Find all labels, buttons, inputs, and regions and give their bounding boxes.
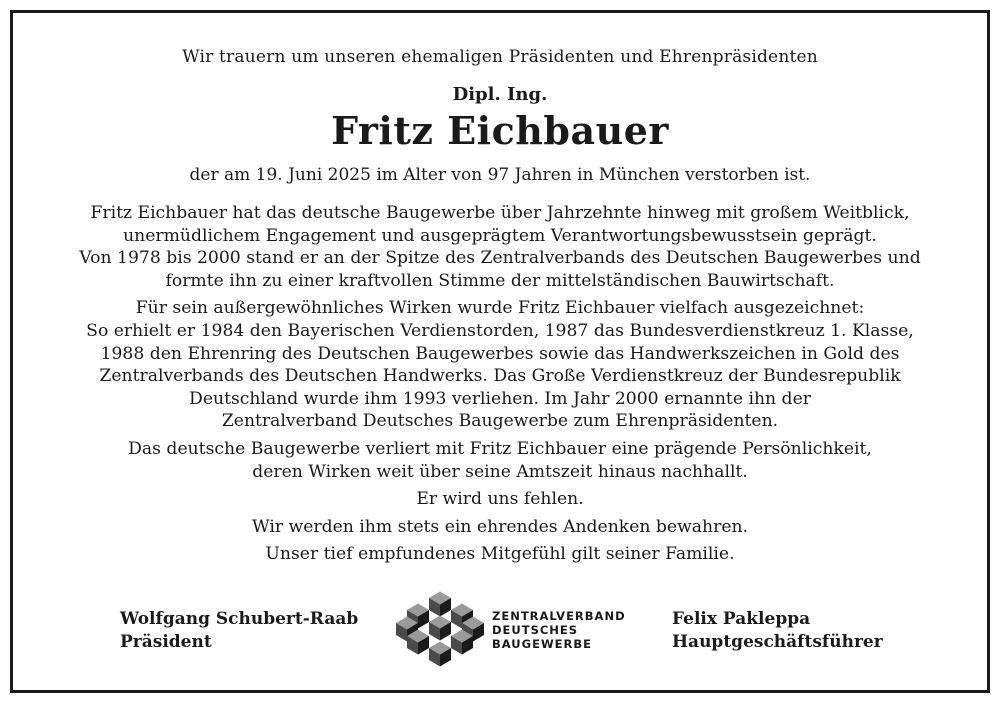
tribute-paragraph xyxy=(0,297,1000,433)
intro-line: Wir trauern um unseren ehemaligen Präsidenten und Ehrenpräsidenten xyxy=(182,47,818,67)
tribute-line: Für sein außergewöhnliches Wirken wurde Fritz Eichbauer vielfach ausgezeichnet: xyxy=(135,298,865,319)
tribute-line: Von 1978 bis 2000 stand er an der Spitze des Zentralverbands des Deutschen Baugewerbes und xyxy=(79,248,921,269)
signatory-title: Hauptgeschäftsführer xyxy=(672,632,883,652)
organization-wordmark xyxy=(492,609,626,651)
tribute-line: Er wird uns fehlen. xyxy=(416,489,584,510)
tribute-line: Zentralverbands des Deutschen Handwerks. Das Große Verdienstkreuz der Bundesrepublik xyxy=(99,366,901,387)
tribute-line: Deutschland wurde ihm 1993 verliehen. Im Jahr 2000 ernannte ihn der xyxy=(189,388,811,409)
wordmark-line: DEUTSCHES xyxy=(492,623,579,637)
tribute-paragraph xyxy=(0,516,1000,539)
signatory-title: Präsident xyxy=(120,632,212,652)
tribute-paragraph xyxy=(0,543,1000,566)
signatory-name: Felix Pakleppa xyxy=(672,609,811,629)
wordmark-line: ZENTRALVERBAND xyxy=(492,609,626,623)
academic-degree: Dipl. Ing. xyxy=(452,84,548,105)
tribute-paragraph xyxy=(0,202,1000,292)
tribute-line: unermüdlichem Engagement und ausgeprägtem Verantwortungsbewusstsein geprägt. xyxy=(123,225,877,246)
tribute-line: Fritz Eichbauer hat das deutsche Baugewerbe über Jahrzehnte hinweg mit großem Weitblick, xyxy=(90,203,910,223)
tribute-paragraph xyxy=(0,438,1000,483)
signatory-name: Wolfgang Schubert-Raab xyxy=(120,609,359,629)
tribute-line: Zentralverband Deutsches Baugewerbe zum Ehrenpräsidenten. xyxy=(221,411,779,432)
tribute-text xyxy=(0,202,1000,571)
tribute-line: So erhielt er 1984 den Bayerischen Verdienstorden, 1987 das Bundesverdienstkreuz 1. Klasse, xyxy=(86,320,914,341)
deceased-name: Fritz Eichbauer xyxy=(331,108,669,153)
cube-stack-logo-icon xyxy=(390,590,490,672)
wordmark-line: BAUGEWERBE xyxy=(492,637,592,651)
tribute-line: deren Wirken weit über seine Amtszeit hinaus nachhallt. xyxy=(252,461,748,482)
signature-managing-director xyxy=(672,608,883,654)
death-statement: der am 19. Juni 2025 im Alter von 97 Jahren in München verstorben ist. xyxy=(189,165,811,185)
tribute-line: Das deutsche Baugewerbe verliert mit Fritz Eichbauer eine prägende Persönlichkeit, xyxy=(128,438,872,459)
tribute-line: Wir werden ihm stets ein ehrendes Andenken bewahren. xyxy=(251,516,749,537)
tribute-line: 1988 den Ehrenring des Deutschen Baugewerbes sowie das Handwerkszeichen in Gold des xyxy=(100,343,900,364)
tribute-line: Unser tief empfundenes Mitgefühl gilt seiner Familie. xyxy=(265,544,735,565)
signature-president xyxy=(120,608,358,654)
tribute-line: formte ihn zu einer kraftvollen Stimme der mittelständischen Bauwirtschaft. xyxy=(165,270,835,291)
tribute-paragraph xyxy=(0,488,1000,511)
